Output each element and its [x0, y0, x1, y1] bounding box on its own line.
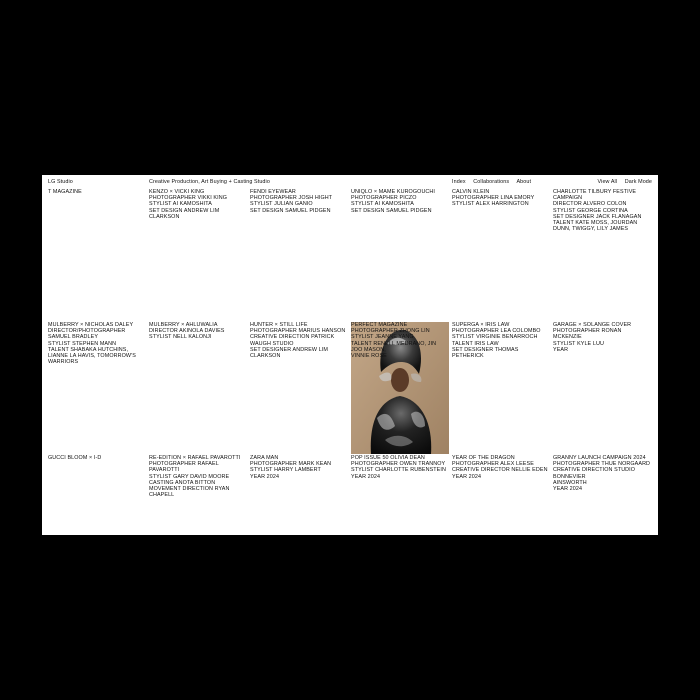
project-title: FENDI EYEWEAR [250, 189, 296, 195]
project-credit: PHOTOGRAPHER ZHONG LIN [351, 328, 430, 335]
project-entry[interactable] [351, 322, 449, 359]
project-title: MULBERRY × AHLUWALIA [149, 322, 218, 328]
project-credit: STYLIST AI KAMOSHITA [351, 201, 414, 208]
project-title: UNIQLO × MAME KUROGOUCHI [351, 189, 436, 195]
project-entry[interactable] [553, 322, 651, 353]
nav-index[interactable]: Index [452, 179, 466, 185]
project-entry[interactable] [553, 189, 651, 232]
project-credit: STYLIST KYLE LUU [553, 340, 604, 347]
project-credit: SET DESIGNER ANDREW LIM CLARKSON [250, 346, 328, 360]
project-credit: YEAR 2024 [250, 473, 280, 480]
project-credit: STYLIST ALEX HARRINGTON [452, 201, 529, 208]
project-entry[interactable] [149, 455, 247, 498]
project-title: CALVIN KLEIN [452, 189, 490, 195]
project-credit: CASTING ANOTA BITTON [149, 479, 216, 486]
project-credit: PHOTOGRAPHER LEA COLOMBO [452, 328, 541, 335]
site-header [48, 179, 652, 187]
project-credit: CREATIVE DIRECTION STUDIO BONNEVIER [553, 467, 636, 480]
project-title: RE-EDITION × RAFAEL PAVAROTTI [149, 455, 241, 461]
brand-link[interactable]: LG Studio [48, 179, 73, 185]
project-entry[interactable] [351, 455, 449, 480]
project-entry[interactable] [250, 322, 348, 359]
nav-about[interactable]: About [516, 179, 532, 185]
project-credit: SET DESIGN SAMUEL PIDGEN [250, 207, 331, 214]
project-credit: SET DESIGN ANDREW LIM CLARKSON [149, 207, 220, 220]
project-title: PERFECT MAGAZINE [351, 322, 408, 328]
project-credit: PHOTOGRAPHER LINA EMORY [452, 195, 535, 202]
project-credit: AINSWORTH [553, 479, 587, 486]
dark-mode-toggle[interactable]: Dark Mode [624, 179, 652, 185]
project-credit: YEAR [553, 346, 569, 353]
project-entry[interactable] [48, 322, 146, 365]
project-credit: STYLIST GARY DAVID MOORE [149, 473, 230, 480]
project-entry[interactable] [351, 189, 449, 214]
nav-collaborations[interactable]: Collaborations [473, 179, 510, 185]
project-credit: SET DESIGNER THOMAS PETHERICK [452, 346, 519, 360]
project-title: KENZO × VICKI KING [149, 189, 205, 195]
project-credit: STYLIST JEANNE YANG [351, 334, 414, 341]
site-tagline: Creative Production, Art Buying + Casting Studio [149, 179, 270, 185]
project-title: CHARLOTTE TILBURY FESTIVE CAMPAIGN [553, 189, 637, 202]
view-tools [592, 179, 652, 185]
project-entry[interactable] [250, 189, 348, 214]
view-all-toggle[interactable]: View All [597, 179, 618, 185]
project-credit: PHOTOGRAPHER MARIUS HANSON [250, 328, 346, 335]
project-title: GARAGE × SOLANGE COVER [553, 322, 632, 328]
project-credit: TALENT RENELL MEDRANO, JIN JOO MASON, [351, 340, 437, 353]
project-entry[interactable] [250, 455, 348, 480]
project-credit: STYLIST STEPHEN MANN [48, 340, 117, 347]
project-title: ZARA MAN [250, 455, 279, 461]
site-page [42, 175, 658, 535]
project-credit: STYLIST HARRY LAMBERT [250, 467, 321, 474]
project-title: YEAR OF THE DRAGON [452, 455, 515, 461]
project-title: T MAGAZINE [48, 189, 82, 195]
project-credit: PHOTOGRAPHER THUE NORGAARD [553, 461, 651, 468]
project-title: HUNTER × STILL LIFE [250, 322, 308, 328]
project-credit: STYLIST CHARLOTTE RUBENSTEIN [351, 467, 446, 474]
project-credit: PHOTOGRAPHER VIKKI KING [149, 195, 227, 202]
project-credit: STYLIST NELL KALONJI [149, 334, 212, 341]
project-credit: TALENT IRIS LAW [452, 340, 499, 347]
project-credit: VINNIE ROSE [351, 353, 387, 360]
project-credit: CREATIVE DIRECTION PATRICK WAUGH STUDIO [250, 334, 335, 347]
project-entry[interactable] [452, 322, 550, 359]
project-credit: TALENT KATE MOSS, JOURDAN DUNN, TWIGGY, LILY JAMES [553, 220, 638, 233]
project-credit: PHOTOGRAPHER RAFAEL PAVAROTTI [149, 461, 219, 474]
project-title: MULBERRY × NICHOLAS DALEY [48, 322, 134, 328]
project-grid [48, 189, 654, 529]
project-entry[interactable] [48, 189, 146, 195]
project-credit: STYLIST AI KAMOSHITA [149, 201, 212, 208]
project-credit: PHOTOGRAPHER JOSH HIGHT [250, 195, 333, 202]
project-credit: PHOTOGRAPHER MARK KEAN [250, 461, 332, 468]
project-credit: PHOTOGRAPHER RONAN MCKENZIE [553, 328, 622, 341]
project-credit: STYLIST GEORGE CORTINA [553, 207, 628, 214]
project-credit: YEAR 2024 [553, 486, 583, 493]
project-credit: DIRECTOR/PHOTOGRAPHER SAMUEL BRADLEY [48, 328, 126, 341]
project-credit: CREATIVE DIRECTOR NELLIE EDEN [452, 467, 548, 474]
project-credit: MOVEMENT DIRECTION RYAN CHAPELL [149, 486, 230, 499]
project-credit: STYLIST VIRGINIE BENARROCH [452, 334, 538, 341]
project-entry[interactable] [452, 455, 550, 480]
project-credit: PHOTOGRAPHER PICZO [351, 195, 417, 202]
project-credit: YEAR 2024 [351, 473, 381, 480]
project-credit: SET DESIGN SAMUEL PIDGEN [351, 207, 432, 214]
project-entry[interactable] [149, 189, 247, 220]
project-credit: PHOTOGRAPHER OWEN TRANNOY [351, 461, 446, 468]
project-credit: PHOTOGRAPHER ALEX LEESE [452, 461, 534, 468]
project-title: POP ISSUE 50 OLIVIA DEAN [351, 455, 425, 461]
project-credit: DIRECTOR ALVERO COLON [553, 201, 627, 208]
project-entry[interactable] [553, 455, 651, 492]
project-title: GUCCI BLOOM × I-D [48, 455, 102, 461]
project-entry[interactable] [149, 322, 247, 341]
project-entry[interactable] [452, 189, 550, 208]
main-nav [452, 179, 537, 185]
project-title: GRANNY LAUNCH CAMPAIGN 2024 [553, 455, 646, 461]
project-credit: TALENT SHABAKA HUTCHINS, LIANNE LA HAVIS, TOMORROW'S WARRIORS [48, 346, 136, 366]
project-title: SUPERGA × IRIS LAW [452, 322, 510, 328]
project-credit: SET DESIGNER JACK FLANAGAN [553, 213, 642, 220]
project-entry[interactable] [48, 455, 146, 461]
project-credit: STYLIST JULIAN GANIO [250, 201, 313, 208]
project-credit: DIRECTOR AKINOLA DAVIES [149, 328, 225, 335]
project-credit: YEAR 2024 [452, 473, 482, 480]
